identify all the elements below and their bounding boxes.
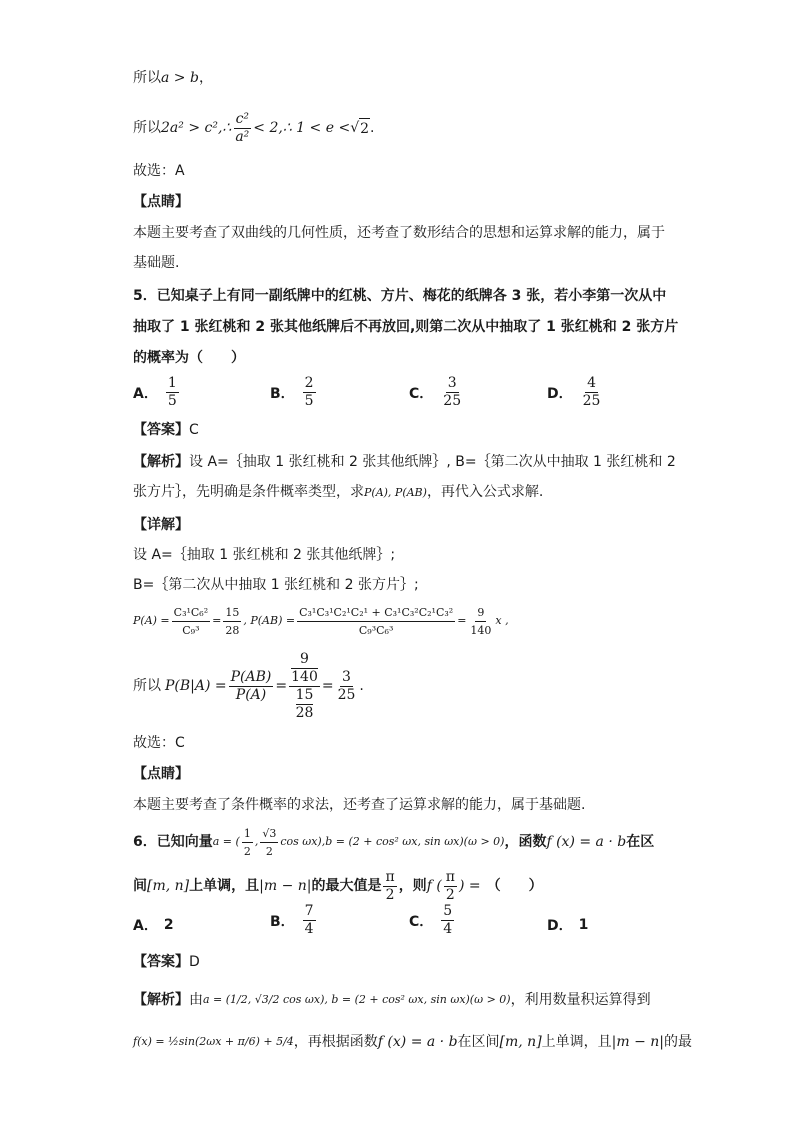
text: . xyxy=(370,120,375,136)
q5-detail-2: B=｛第二次从中抽取 1 张红桃和 2 张方片｝; xyxy=(133,577,419,593)
q5-summary: 本题主要考查了条件概率的求法，还考查了运算求解的能力，属于基础题. xyxy=(133,797,586,813)
q5-option-d: D． $\frac{4}{25}$ xyxy=(547,375,601,409)
q6-option-c: C． $\frac{5}{4}$ xyxy=(409,903,453,937)
q5-dianjing: 【点睛】 xyxy=(133,766,189,782)
q5-analysis-2: 张方片｝，先明确是条件概率类型，求P(A), P(AB)，再代入公式求解. xyxy=(133,484,544,500)
q4-line-2 xyxy=(133,110,374,146)
text: ， xyxy=(198,70,213,86)
q5-stem-1: 5．已知桌子上有同一副纸牌中的红桃、方片、梅花的纸牌各 3 张，若小李第一次从中 xyxy=(133,288,667,304)
q5-analysis-1: 【解析】设 A=｛抽取 1 张红桃和 2 张其他纸牌｝, B=｛第二次从中抽取 1 张红桃和 2 xyxy=(133,454,676,470)
q6-option-b: B． $\frac{7}{4}$ xyxy=(270,903,314,937)
math: a > b xyxy=(161,70,199,86)
q5-detail-tag: 【详解】 xyxy=(133,517,189,533)
math: < 2,∴ 1 < e < xyxy=(253,120,351,136)
q5-option-c: C． $\frac{3}{25}$ xyxy=(409,375,462,409)
q4-summary-2: 基础题. xyxy=(133,255,180,271)
sqrt-sign: √ xyxy=(350,120,360,136)
q4-dianjing: 【点睛】 xyxy=(133,194,189,210)
q4-line-1 xyxy=(133,68,213,88)
fraction: $\frac{\text{c²}}{\text{a²}}$ xyxy=(235,110,250,145)
q5-conditional-formula: 所以 P(B|A) = $\frac{P(AB)}{P(A)}$ = 9 140 15 28 = $\frac{3}{25}$ . xyxy=(133,650,364,721)
q5-formula-line: P(A) = $\frac{\text{C₃¹C₆²}}{\text{C₉³}}$ = $\frac{15}{28}$ , P(AB) = $\frac{\text{C₃¹C₃¹C₂¹C₂¹ + C₃¹C₃²C₂¹C₃²}}{\text{C₉³C₆³}}$ = $\frac{9}{140}$ x , xyxy=(133,605,509,637)
q6-stem-1: 6．已知向量 a = ( $\frac{1}{2}$ , $\frac{√3}{2}$ cos ωx), b = (2 + cos² ωx, sin ωx)(ω > 0) ，函数 f (x) = a · b 在区 xyxy=(133,826,655,858)
q5-stem-2: 抽取了 1 张红桃和 2 张其他纸牌后不再放回,则第二次从中抽取了 1 张红桃和 2 张方片 xyxy=(133,319,679,335)
text: 所以 xyxy=(133,120,161,136)
q6-option-a: A． 2 xyxy=(133,917,174,934)
math: 2a² > c²,∴ xyxy=(161,120,232,136)
q5-stem-3: 的概率为（ ） xyxy=(133,350,245,366)
q6-stem-2: 间 [m, n] 上单调，且 |m − n| 的最大值是 $\frac{\pi}{2}$ ，则 f ( $\frac{\pi}{2}$ ) = （ ） xyxy=(133,868,543,903)
q5-detail-1: 设 A=｛抽取 1 张红桃和 2 张其他纸牌｝; xyxy=(133,547,396,563)
q4-summary-1: 本题主要考查了双曲线的几何性质，还考查了数形结合的思想和运算求解的能力，属于 xyxy=(133,225,665,241)
q5-choice: 故选：C xyxy=(133,735,185,751)
q5-option-a: A． $\frac{1}{5}$ xyxy=(133,375,177,409)
q6-option-d: D． 1 xyxy=(547,917,589,934)
q5-option-b: B． $\frac{2}{5}$ xyxy=(270,375,314,409)
q6-analysis-1: 【解析】 由 a = (1/2, √3/2 cos ωx), b = (2 + cos² ωx, sin ωx)(ω > 0) ，利用数量积运算得到 xyxy=(133,992,651,1008)
q6-analysis-2: f(x) = ½sin(2ωx + π/6) + 5/4 ，再根据函数 f (x) = a · b 在区间 [m, n] 上单调，且 |m − n| 的最 xyxy=(133,1034,693,1050)
text: 所以 xyxy=(133,70,161,86)
q4-choice: 故选：A xyxy=(133,163,185,179)
math: 2 xyxy=(359,118,370,139)
q6-answer: 【答案】D xyxy=(133,954,200,970)
q5-answer: 【答案】C xyxy=(133,422,199,438)
